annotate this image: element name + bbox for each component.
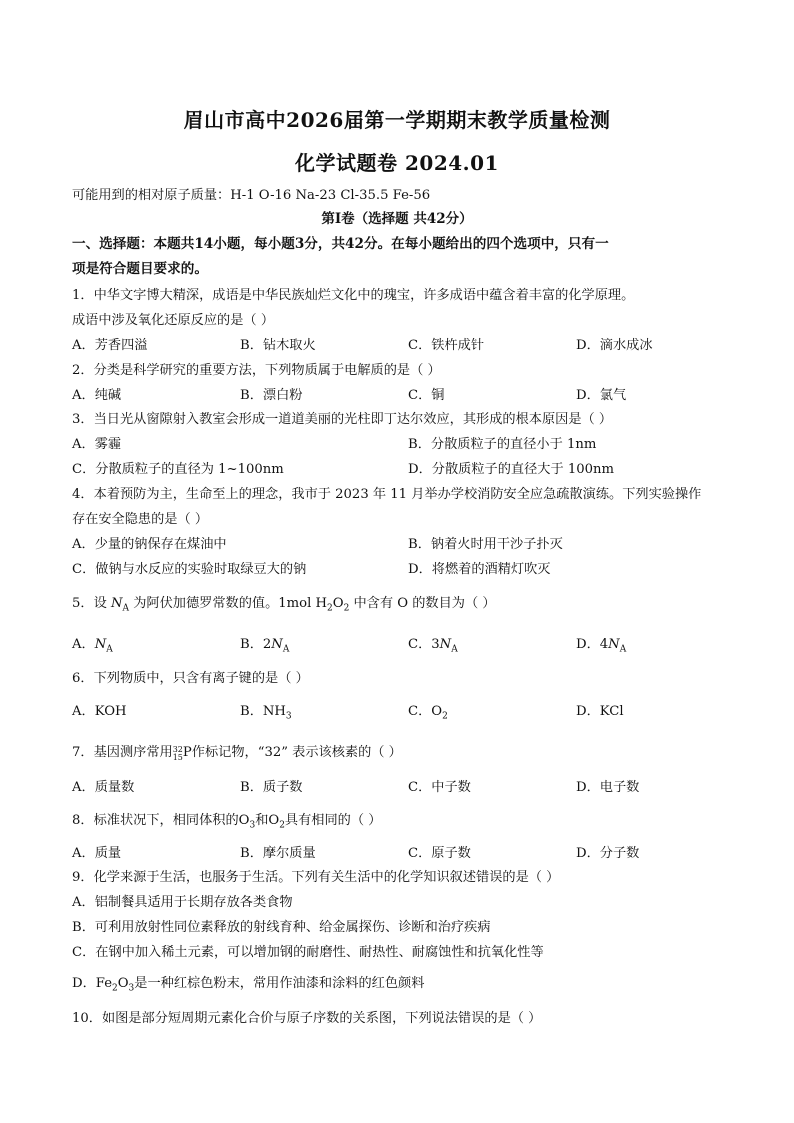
atomic-masses: 可能用到的相对原子质量：H-1 O-16 Na-23 Cl-35.5 Fe-56 bbox=[72, 188, 431, 203]
q3-stem: 3．当日光从窗隙射入教室会形成一道道美丽的光柱即丁达尔效应，其形成的根本原因是（ ） bbox=[72, 412, 613, 427]
q8-stem bbox=[72, 809, 381, 831]
q1-stem-1: 1．中华文字博大精深，成语是中华民族灿烂文化中的瑰宝，许多成语中蕴含着丰富的化学原理。 bbox=[72, 288, 635, 303]
q7-option-c: C．中子数 bbox=[408, 780, 471, 795]
q4-option-a: A．少量的钠保存在煤油中 bbox=[72, 537, 227, 552]
q9-option-b: B．可利用放射性同位素释放的射线育种、给金属探伤、诊断和治疗疾病 bbox=[72, 920, 491, 935]
q7-option-b: B．质子数 bbox=[240, 780, 303, 795]
option-coef: 2 bbox=[262, 637, 272, 652]
q6-stem: 6．下列物质中，只含有离子键的是（ ） bbox=[72, 671, 309, 686]
element-symbol: P bbox=[182, 745, 192, 760]
option-text: 是一种红棕色粉末，常用作油漆和涂料的红色颜料 bbox=[134, 976, 425, 991]
q3-option-c: C．分散质粒子的直径为 1~100nm bbox=[72, 462, 284, 477]
q5-stem-part: 为阿伏加德罗常数的值。1mol H bbox=[129, 596, 328, 611]
q2-option-d: D．氯气 bbox=[576, 388, 627, 403]
avogadro-symbol: N bbox=[271, 637, 283, 652]
q7-option-d: D．电子数 bbox=[576, 780, 640, 795]
q1-stem-2: 成语中涉及氧化还原反应的是（ ） bbox=[72, 313, 275, 328]
q5-option-a bbox=[72, 633, 113, 655]
q8-stem-part: 具有相同的（ ） bbox=[284, 813, 382, 828]
option-label: A． bbox=[72, 637, 95, 652]
q6-option-d: D．KCl bbox=[576, 704, 624, 719]
q7-stem bbox=[72, 741, 402, 762]
q8-option-c: C．原子数 bbox=[408, 846, 471, 861]
q5-stem-part: 中含有 O 的数目为（ ） bbox=[349, 596, 496, 611]
avogadro-subscript: A bbox=[282, 644, 290, 655]
q2-stem: 2．分类是科学研究的重要方法，下列物质属于电解质的是（ ） bbox=[72, 363, 441, 378]
option-coef: 4 bbox=[599, 637, 609, 652]
q4-stem-2: 存在安全隐患的是（ ） bbox=[72, 512, 209, 527]
q4-option-c: C．做钠与水反应的实验时取绿豆大的钠 bbox=[72, 562, 307, 577]
o-subscript: 2 bbox=[343, 603, 350, 614]
q9-option-c: C．在钢中加入稀土元素，可以增加钢的耐磨性、耐热性、耐腐蚀性和抗氧化性等 bbox=[72, 945, 544, 960]
q1-option-a: A．芳香四溢 bbox=[72, 338, 148, 353]
q3-option-a: A．雾霾 bbox=[72, 437, 122, 452]
q9-stem: 9．化学来源于生活，也服务于生活。下列有关生活中的化学知识叙述错误的是（ ） bbox=[72, 870, 560, 885]
exam-title: 眉山市高中2026届第一学期期末教学质量检测 bbox=[183, 108, 611, 132]
option-subscript: 3 bbox=[128, 983, 135, 994]
q2-option-a: A．纯碱 bbox=[72, 388, 122, 403]
option-label: C． bbox=[408, 637, 432, 652]
option-text: B．NH bbox=[240, 704, 286, 719]
o2-subscript: 2 bbox=[279, 820, 285, 831]
q3-option-d: D．分散质粒子的直径大于 100nm bbox=[408, 462, 614, 477]
exam-subtitle: 化学试题卷 2024.01 bbox=[295, 151, 499, 175]
instructions-line-2: 项是符合题目要求的。 bbox=[72, 261, 208, 277]
q6-option-a: A．KOH bbox=[72, 704, 127, 719]
o3-subscript: 3 bbox=[249, 820, 256, 831]
q2-option-b: B．漂白粉 bbox=[240, 388, 303, 403]
option-subscript: 2 bbox=[442, 711, 448, 722]
q5-option-b bbox=[240, 633, 289, 655]
avogadro-subscript: A bbox=[122, 603, 130, 614]
q2-option-c: C．铜 bbox=[408, 388, 445, 403]
q8-option-b: B．摩尔质量 bbox=[240, 846, 316, 861]
q4-option-d: D．将燃着的酒精灯吹灭 bbox=[408, 562, 551, 577]
avogadro-subscript: A bbox=[106, 644, 113, 655]
q5-stem-part: 5．设 bbox=[72, 596, 111, 611]
h-subscript: 2 bbox=[327, 603, 333, 614]
q5-option-c bbox=[408, 633, 458, 655]
q1-option-c: C．铁杵成针 bbox=[408, 338, 485, 353]
oxygen-symbol: O bbox=[332, 596, 344, 611]
q1-option-d: D．滴水成冰 bbox=[576, 338, 653, 353]
avogadro-symbol: N bbox=[110, 596, 123, 611]
option-subscript: 2 bbox=[112, 983, 118, 994]
q7-stem-part: 作标记物，“32” 表示该核素的（ ） bbox=[191, 745, 402, 760]
option-label: B． bbox=[240, 637, 263, 652]
q4-stem-1: 4．本着预防为主，生命至上的理念，我市于 2023 年 11 月举办学校消防安全应急疏散演练。下列实验操作 bbox=[72, 487, 702, 502]
q6-option-c bbox=[408, 700, 448, 722]
q5-stem bbox=[72, 592, 496, 614]
q8-stem-part: 8．标准状况下，相同体积的O bbox=[72, 813, 250, 828]
q5-option-d bbox=[576, 633, 626, 655]
section-heading: 第Ⅰ卷（选择题 共42分） bbox=[321, 211, 473, 227]
q6-option-b bbox=[240, 700, 292, 722]
option-label: D． bbox=[576, 637, 600, 652]
avogadro-subscript: A bbox=[619, 644, 627, 655]
q3-option-b: B．分散质粒子的直径小于 1nm bbox=[408, 437, 597, 452]
option-coef: 3 bbox=[431, 637, 440, 652]
option-text: C．O bbox=[408, 704, 443, 719]
option-text: D．Fe bbox=[72, 976, 112, 991]
atomic-number: 15 bbox=[172, 753, 183, 762]
q7-stem-part: 7．基因测序常用 bbox=[72, 745, 173, 760]
mass-number: 32 bbox=[172, 745, 183, 754]
q10-stem: 10．如图是部分短周期元素化合价与原子序数的关系图，下列说法错误的是（ ） bbox=[72, 1011, 542, 1026]
option-subscript: 3 bbox=[285, 711, 292, 722]
isotope-notation bbox=[173, 746, 183, 762]
q1-option-b: B．钻木取火 bbox=[240, 338, 316, 353]
avogadro-symbol: N bbox=[94, 637, 107, 652]
q9-option-d bbox=[72, 972, 424, 994]
q7-option-a: A．质量数 bbox=[72, 780, 135, 795]
q4-option-b: B．钠着火时用干沙子扑灭 bbox=[408, 537, 563, 552]
q8-stem-part: 和O bbox=[255, 813, 280, 828]
avogadro-symbol: N bbox=[439, 637, 452, 652]
avogadro-symbol: N bbox=[608, 637, 620, 652]
instructions-line-1: 一、选择题：本题共14小题，每小题3分，共42分。在每小题给出的四个选项中，只有一 bbox=[72, 236, 609, 252]
q9-option-a: A．铝制餐具适用于长期存放各类食物 bbox=[72, 895, 293, 910]
q8-option-d: D．分子数 bbox=[576, 846, 640, 861]
avogadro-subscript: A bbox=[451, 644, 458, 655]
option-text: O bbox=[117, 976, 129, 991]
q8-option-a: A．质量 bbox=[72, 846, 122, 861]
